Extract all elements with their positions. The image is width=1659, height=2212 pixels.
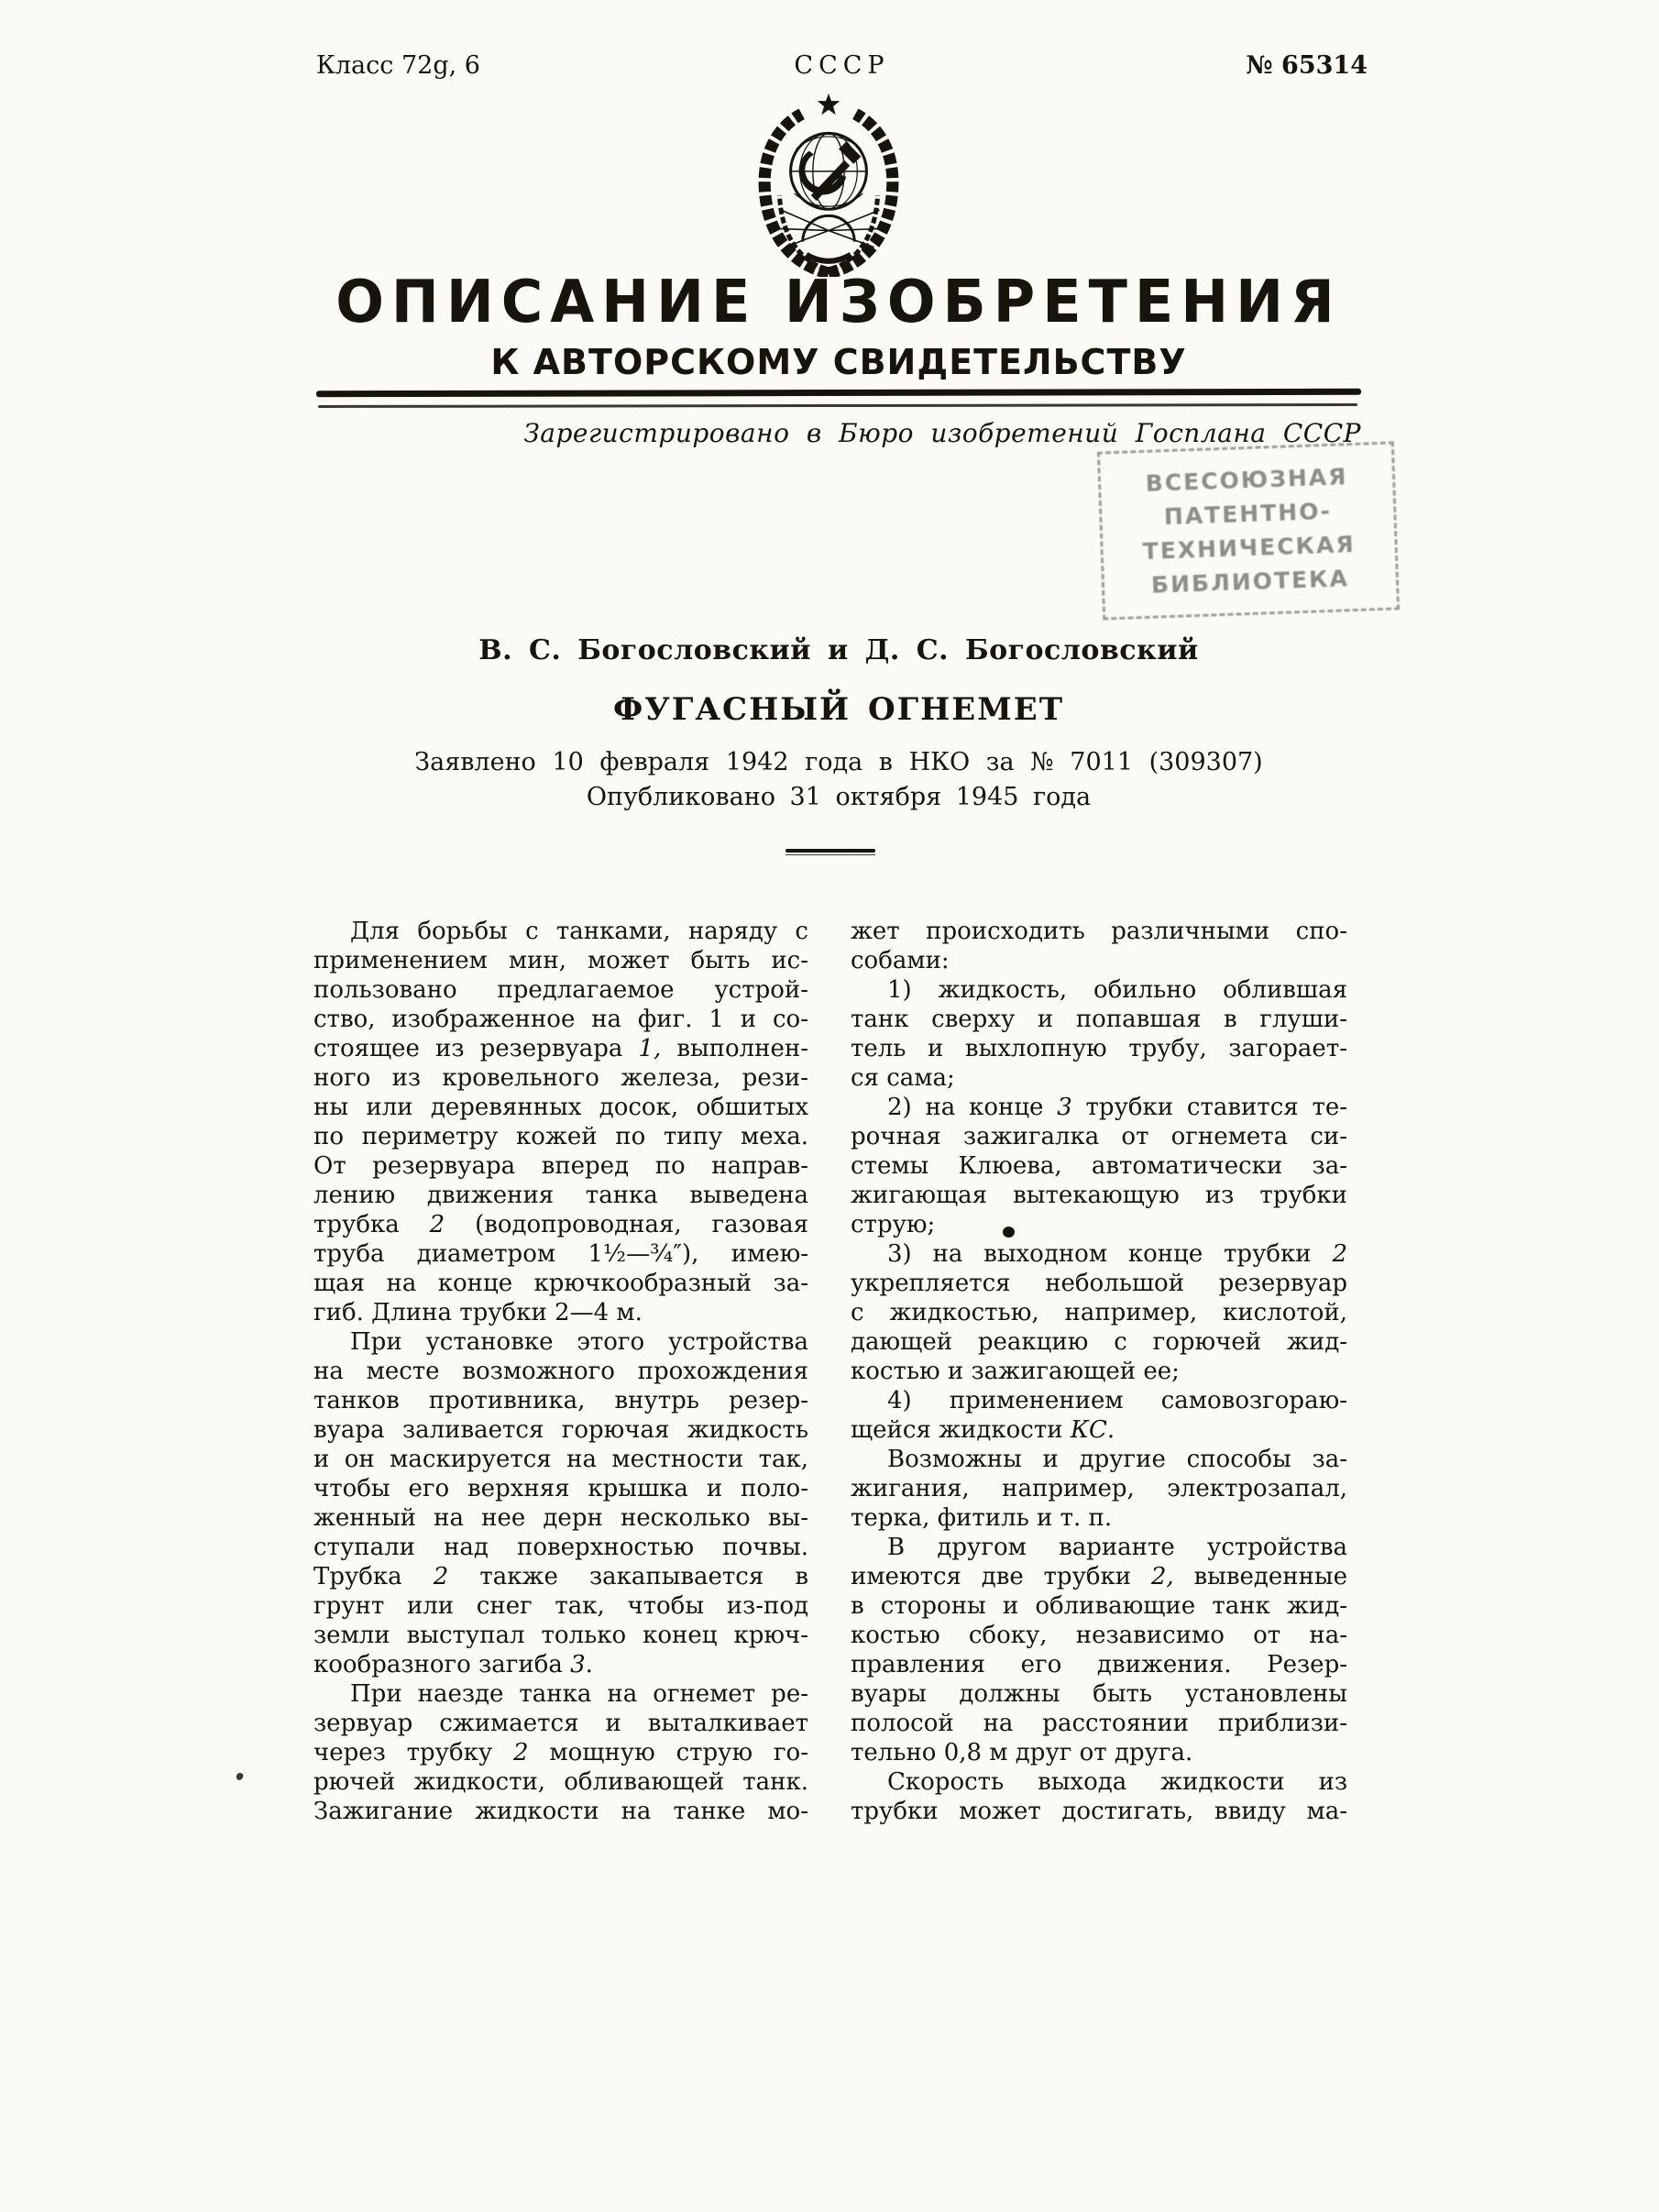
library-stamp <box>1097 441 1400 620</box>
stamp-line: БИБЛИОТЕКА <box>1150 565 1350 599</box>
text-line: вуара заливается горючая жидкость <box>313 1416 808 1444</box>
text-line: по периметру кожей по типу меха. <box>313 1123 808 1150</box>
section-divider <box>786 849 875 858</box>
text-line: При наезде танка на огнемет ре- <box>350 1680 808 1708</box>
text-line: пользовано предлагаемое устрой- <box>313 976 808 1004</box>
text-line: От резервуара вперед по направ- <box>313 1152 808 1180</box>
text-line: с жидкостью, например, кислотой, <box>851 1299 1347 1326</box>
text-line: женный на нее дерн несколько вы- <box>313 1504 808 1532</box>
text-line: ступали над поверхностью почвы. <box>313 1534 808 1561</box>
registered-note: Зарегистрировано в Бюро изобретений Госплана СССР <box>523 418 1361 448</box>
text-line: чтобы его верхняя крышка и поло- <box>313 1475 808 1502</box>
ink-blot <box>1003 1227 1015 1238</box>
text-line: жигающая вытекающую из трубки <box>851 1182 1347 1209</box>
body-column-right <box>851 917 1347 1826</box>
country-label: СССР <box>794 51 890 80</box>
text-line: ны или деревянных досок, обшитых <box>313 1094 808 1121</box>
text-line: кообразного загиба 3. <box>313 1651 593 1678</box>
text-line: зервуар сжимается и выталкивает <box>313 1710 808 1737</box>
class-label: Класс 72g, 6 <box>316 51 480 80</box>
stamp-line: ПАТЕНТНО- <box>1163 497 1333 531</box>
text-line: щейся жидкости КС. <box>851 1416 1115 1444</box>
text-line: правления его движения. Резер- <box>851 1651 1347 1678</box>
text-line: терка, фитиль и т. п. <box>851 1504 1113 1532</box>
text-line: через трубку 2 мощную струю го- <box>313 1739 808 1766</box>
text-line: Трубка 2 также закапывается в <box>313 1563 808 1590</box>
ink-blot <box>236 1772 244 1781</box>
text-line: имеются две трубки 2, выведенные <box>851 1563 1347 1590</box>
text-line: труба диаметром 1½—¾″), имею- <box>313 1240 808 1268</box>
text-line: трубки может достигать, ввиду ма- <box>851 1798 1347 1825</box>
masthead-subtitle: К АВТОРСКОМУ СВИДЕТЕЛЬСТВУ <box>490 342 1187 382</box>
text-line: гиб. Длина трубки 2—4 м. <box>313 1299 643 1326</box>
text-line: Возможны и другие способы за- <box>887 1446 1347 1473</box>
text-line: на месте возможного прохождения <box>313 1358 808 1385</box>
text-line: Скорость выхода жидкости из <box>887 1768 1347 1796</box>
text-line: применением мин, может быть ис- <box>313 947 808 974</box>
text-line: ся сама; <box>851 1064 955 1092</box>
text-line: 4) применением самовозгораю- <box>887 1387 1347 1414</box>
text-line: ного из кровельного железа, рези- <box>313 1064 808 1092</box>
text-line: струю; <box>851 1211 936 1238</box>
text-line: Зажигание жидкости на танке мо- <box>313 1798 808 1825</box>
authors-line: В. С. Богословский и Д. С. Богословский <box>478 634 1199 666</box>
text-line: тель и выхлопную трубу, загорает- <box>851 1035 1347 1062</box>
stamp-line: ТЕХНИЧЕСКАЯ <box>1142 530 1357 566</box>
text-line: рочная зажигалка от огнемета си- <box>851 1123 1347 1150</box>
text-line: стемы Клюева, автоматически за- <box>851 1152 1347 1180</box>
text-line: трубка 2 (водопроводная, газовая <box>313 1211 809 1238</box>
document-number: № 65314 <box>1246 51 1368 80</box>
body-column-left <box>313 917 808 1826</box>
text-line: собами: <box>851 947 950 974</box>
text-line: в стороны и обливающие танк жид- <box>851 1592 1347 1620</box>
text-line: рючей жидкости, обливающей танк. <box>313 1768 808 1796</box>
filed-line: Заявлено 10 февраля 1942 года в НКО за № 7011 (309307) <box>414 748 1263 776</box>
text-line: ство, изображенное на фиг. 1 и со- <box>313 1006 808 1033</box>
text-line: Для борьбы с танками, наряду с <box>350 918 808 945</box>
divider-rule-thin <box>318 403 1357 408</box>
text-line: полосой на расстоянии приблизи- <box>851 1710 1347 1737</box>
published-line: Опубликовано 31 октября 1945 года <box>586 783 1092 811</box>
text-line: танк сверху и попавшая в глуши- <box>851 1006 1347 1033</box>
divider-rule-thick <box>316 389 1361 397</box>
text-line: и он маскируется на местности так, <box>313 1446 808 1473</box>
text-line: вуары должны быть установлены <box>851 1680 1347 1708</box>
text-line: земли выступал только конец крюч- <box>313 1622 808 1649</box>
text-line: укрепляется небольшой резервуар <box>851 1270 1347 1297</box>
text-line: В другом варианте устройства <box>887 1534 1347 1561</box>
text-line: 2) на конце 3 трубки ставится те- <box>887 1094 1347 1121</box>
invention-title: ФУГАСНЫЙ ОГНЕМЕТ <box>613 691 1064 728</box>
text-line: дающей реакцию с горючей жид- <box>851 1328 1347 1356</box>
soviet-emblem <box>753 92 904 277</box>
text-line: 1) жидкость, обильно облившая <box>887 976 1347 1004</box>
text-line: 3) на выходном конце трубки 2 <box>887 1240 1347 1268</box>
text-line: костью сбоку, независимо от на- <box>851 1622 1347 1649</box>
text-line: щая на конце крючкообразный за- <box>313 1270 808 1297</box>
text-line: стоящее из резервуара 1, выполнен- <box>313 1035 808 1062</box>
star-icon <box>818 94 840 115</box>
text-line: жигания, например, электрозапал, <box>851 1475 1347 1502</box>
masthead-title: ОПИСАНИЕ ИЗОБРЕТЕНИЯ <box>335 266 1342 336</box>
text-line: жет происходить различными спо- <box>851 918 1347 945</box>
stamp-line: ВСЕСОЮЗНАЯ <box>1145 463 1348 497</box>
text-line: лению движения танка выведена <box>313 1182 808 1209</box>
soviet-emblem-graphic <box>753 92 904 277</box>
text-line: костью и зажигающей ее; <box>851 1358 1180 1385</box>
page-header <box>316 51 1368 83</box>
text-line: танков противника, внутрь резер- <box>313 1387 808 1414</box>
text-line: При установке этого устройства <box>350 1328 808 1356</box>
text-line: грунт или снег так, чтобы из-под <box>313 1592 808 1620</box>
text-line: тельно 0,8 м друг от друга. <box>851 1739 1193 1766</box>
